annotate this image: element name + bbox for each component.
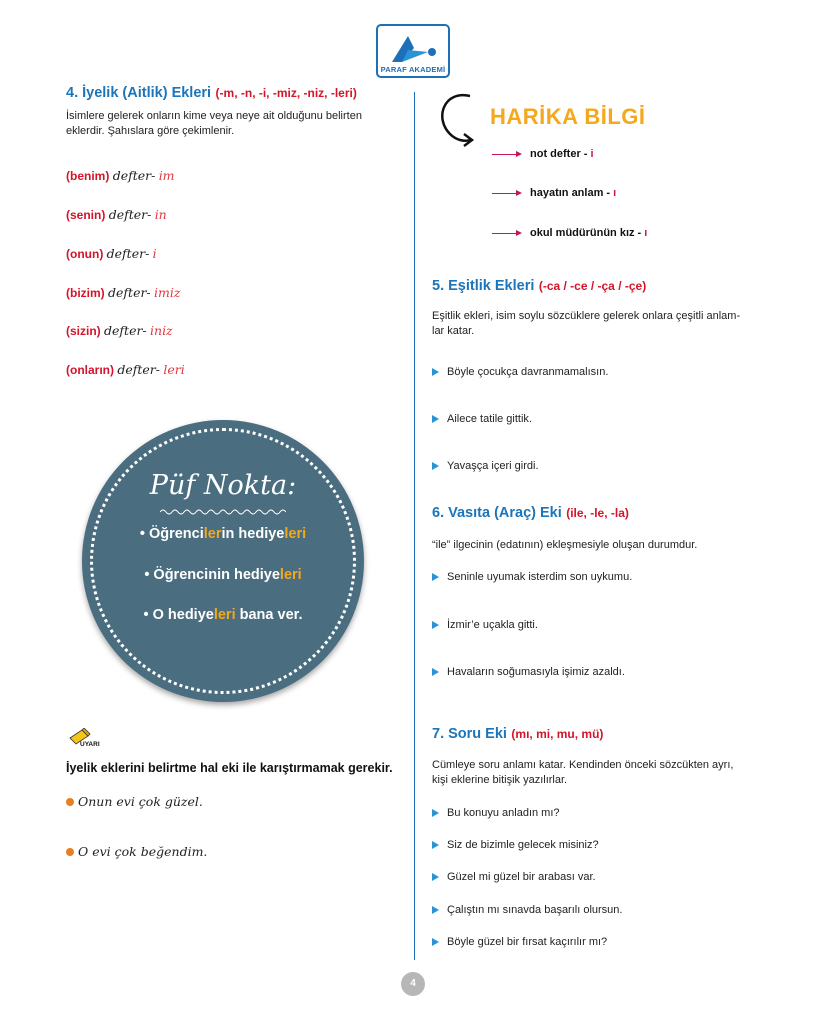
uyari-text: İyelik eklerini belirtme hal eki ile karıştırmamak gerekir. <box>66 761 393 775</box>
bullet-triangle-icon <box>432 668 439 676</box>
bullet-triangle-icon <box>432 906 439 914</box>
conjugation-row <box>66 362 185 377</box>
puf-nokta-title: Püf Nokta: <box>149 470 297 501</box>
smiley-icon <box>66 798 74 806</box>
harika-item: not defter - i <box>492 148 594 160</box>
bullet-triangle-icon <box>432 809 439 817</box>
example-item: Siz de bizimle gelecek misiniz? <box>432 839 599 851</box>
conjugation-row <box>66 168 175 183</box>
word-suffix: im <box>158 168 175 183</box>
pronoun: (senin) <box>66 208 106 222</box>
pronoun: (onun) <box>66 247 104 261</box>
smiley-icon <box>66 848 74 856</box>
word-suffix: i <box>152 246 157 261</box>
word-base: defter- <box>112 168 156 183</box>
word-suffix: imiz <box>154 285 181 300</box>
column-divider <box>414 92 415 960</box>
section-suffixes: (-ca / -ce / -ça / -çe) <box>538 279 647 293</box>
bullet-triangle-icon <box>432 873 439 881</box>
section-title: 6. Vasıta (Araç) Eki <box>432 505 562 521</box>
section-title: 7. Soru Eki <box>432 726 507 742</box>
example-item: Bu konuyu anladın mı? <box>432 807 560 819</box>
section-heading-iyelik <box>66 84 406 102</box>
word-base: defter- <box>108 285 151 300</box>
uyari-label: UYARI <box>80 741 100 748</box>
dotted-ring <box>90 428 356 694</box>
puf-nokta-badge <box>82 420 364 702</box>
intro-line: İsimlere gelerek onların kime veya neye ait olduğunu belirten <box>66 110 362 122</box>
section-title: 4. İyelik (Aitlik) Ekleri <box>66 85 212 101</box>
harika-bilgi-title: HARİKA BİLGİ <box>490 104 646 129</box>
word-suffix: in <box>154 207 167 222</box>
pronoun: (benim) <box>66 169 110 183</box>
example-item: Ailece tatile gittik. <box>432 413 532 425</box>
section-suffixes: (-m, -n, -i, -miz, -niz, -leri) <box>215 86 357 100</box>
conjugation-row <box>66 246 157 261</box>
section-heading-soru <box>432 725 603 743</box>
conjugation-row <box>66 323 173 338</box>
pronoun: (bizim) <box>66 286 105 300</box>
uyari-icon <box>66 728 116 750</box>
intro-paragraph: “ile” ilgecinin (edatının) ekleşmesiyle oluşan durumdur. <box>432 539 698 551</box>
example-item: Çalıştın mı sınavda başarılı olursun. <box>432 904 622 916</box>
section-suffixes: (mı, mi, mu, mü) <box>511 727 604 741</box>
arrow-right-icon <box>516 230 522 236</box>
conjugation-row <box>66 207 167 222</box>
section-heading-esitlik <box>432 277 646 295</box>
example-item: Böyle çocukça davranmamalısın. <box>432 366 608 378</box>
intro-line: eklerdir. Şahıslara göre çekimlenir. <box>66 125 235 137</box>
word-base: defter- <box>117 362 160 377</box>
word-base: defter- <box>106 246 150 261</box>
word-base: defter- <box>108 207 152 222</box>
bullet-triangle-icon <box>432 621 439 629</box>
example-item: Böyle güzel bir fırsat kaçırılır mı? <box>432 936 607 948</box>
word-suffix: iniz <box>150 323 173 338</box>
example-item: İzmir’e uçakla gitti. <box>432 619 538 631</box>
intro-paragraph: Cümleye soru anlamı katar. Kendinden önceki sözcükten ayrı, kişi eklerine bitişik yazılırlar. <box>432 759 734 786</box>
pronoun: (onların) <box>66 363 114 377</box>
logo-mark-icon <box>388 30 440 66</box>
wavy-underline <box>160 508 286 516</box>
bullet-triangle-icon <box>432 841 439 849</box>
logo-text: PARAF AKADEMİ <box>380 65 446 74</box>
bullet-triangle-icon <box>432 415 439 423</box>
puf-item: • Öğrencilerin hediyeleri <box>139 526 307 542</box>
puf-item: • O hediyeleri bana ver. <box>143 607 303 623</box>
word-suffix: leri <box>163 362 185 377</box>
intro-paragraph <box>66 109 406 139</box>
arrow-right-icon <box>516 190 522 196</box>
word-base: defter- <box>104 323 147 338</box>
uyari-example: Onun evi çok güzel. <box>66 793 203 811</box>
curved-arrow-icon <box>434 90 484 150</box>
pronoun: (sizin) <box>66 324 101 338</box>
puf-item: • Öğrencinin hediyeleri <box>144 567 302 583</box>
section-title: 5. Eşitlik Ekleri <box>432 278 535 294</box>
uyari-example: O evi çok beğendim. <box>66 843 207 861</box>
bullet-triangle-icon <box>432 368 439 376</box>
arrow-right-icon <box>516 151 522 157</box>
bullet-triangle-icon <box>432 462 439 470</box>
harika-item: hayatın anlam - ı <box>492 187 616 199</box>
example-item: Yavaşça içeri girdi. <box>432 460 539 472</box>
example-item: Seninle uyumak isterdim son uykumu. <box>432 571 632 583</box>
example-item: Havaların soğumasıyla işimiz azaldı. <box>432 666 625 678</box>
harika-item: okul müdürünün kız - ı <box>492 227 647 239</box>
section-suffixes: (ile, -le, -la) <box>566 506 629 520</box>
page-number: 4 <box>401 972 425 996</box>
paraf-akademi-logo <box>376 24 450 78</box>
example-item: Güzel mi güzel bir arabası var. <box>432 871 596 883</box>
section-heading-vasita <box>432 504 629 522</box>
conjugation-row <box>66 285 180 300</box>
bullet-triangle-icon <box>432 938 439 946</box>
intro-paragraph: Eşitlik ekleri, isim soylu sözcüklere gelerek onlara çeşitli anlam- lar katar. <box>432 310 741 337</box>
bullet-triangle-icon <box>432 573 439 581</box>
